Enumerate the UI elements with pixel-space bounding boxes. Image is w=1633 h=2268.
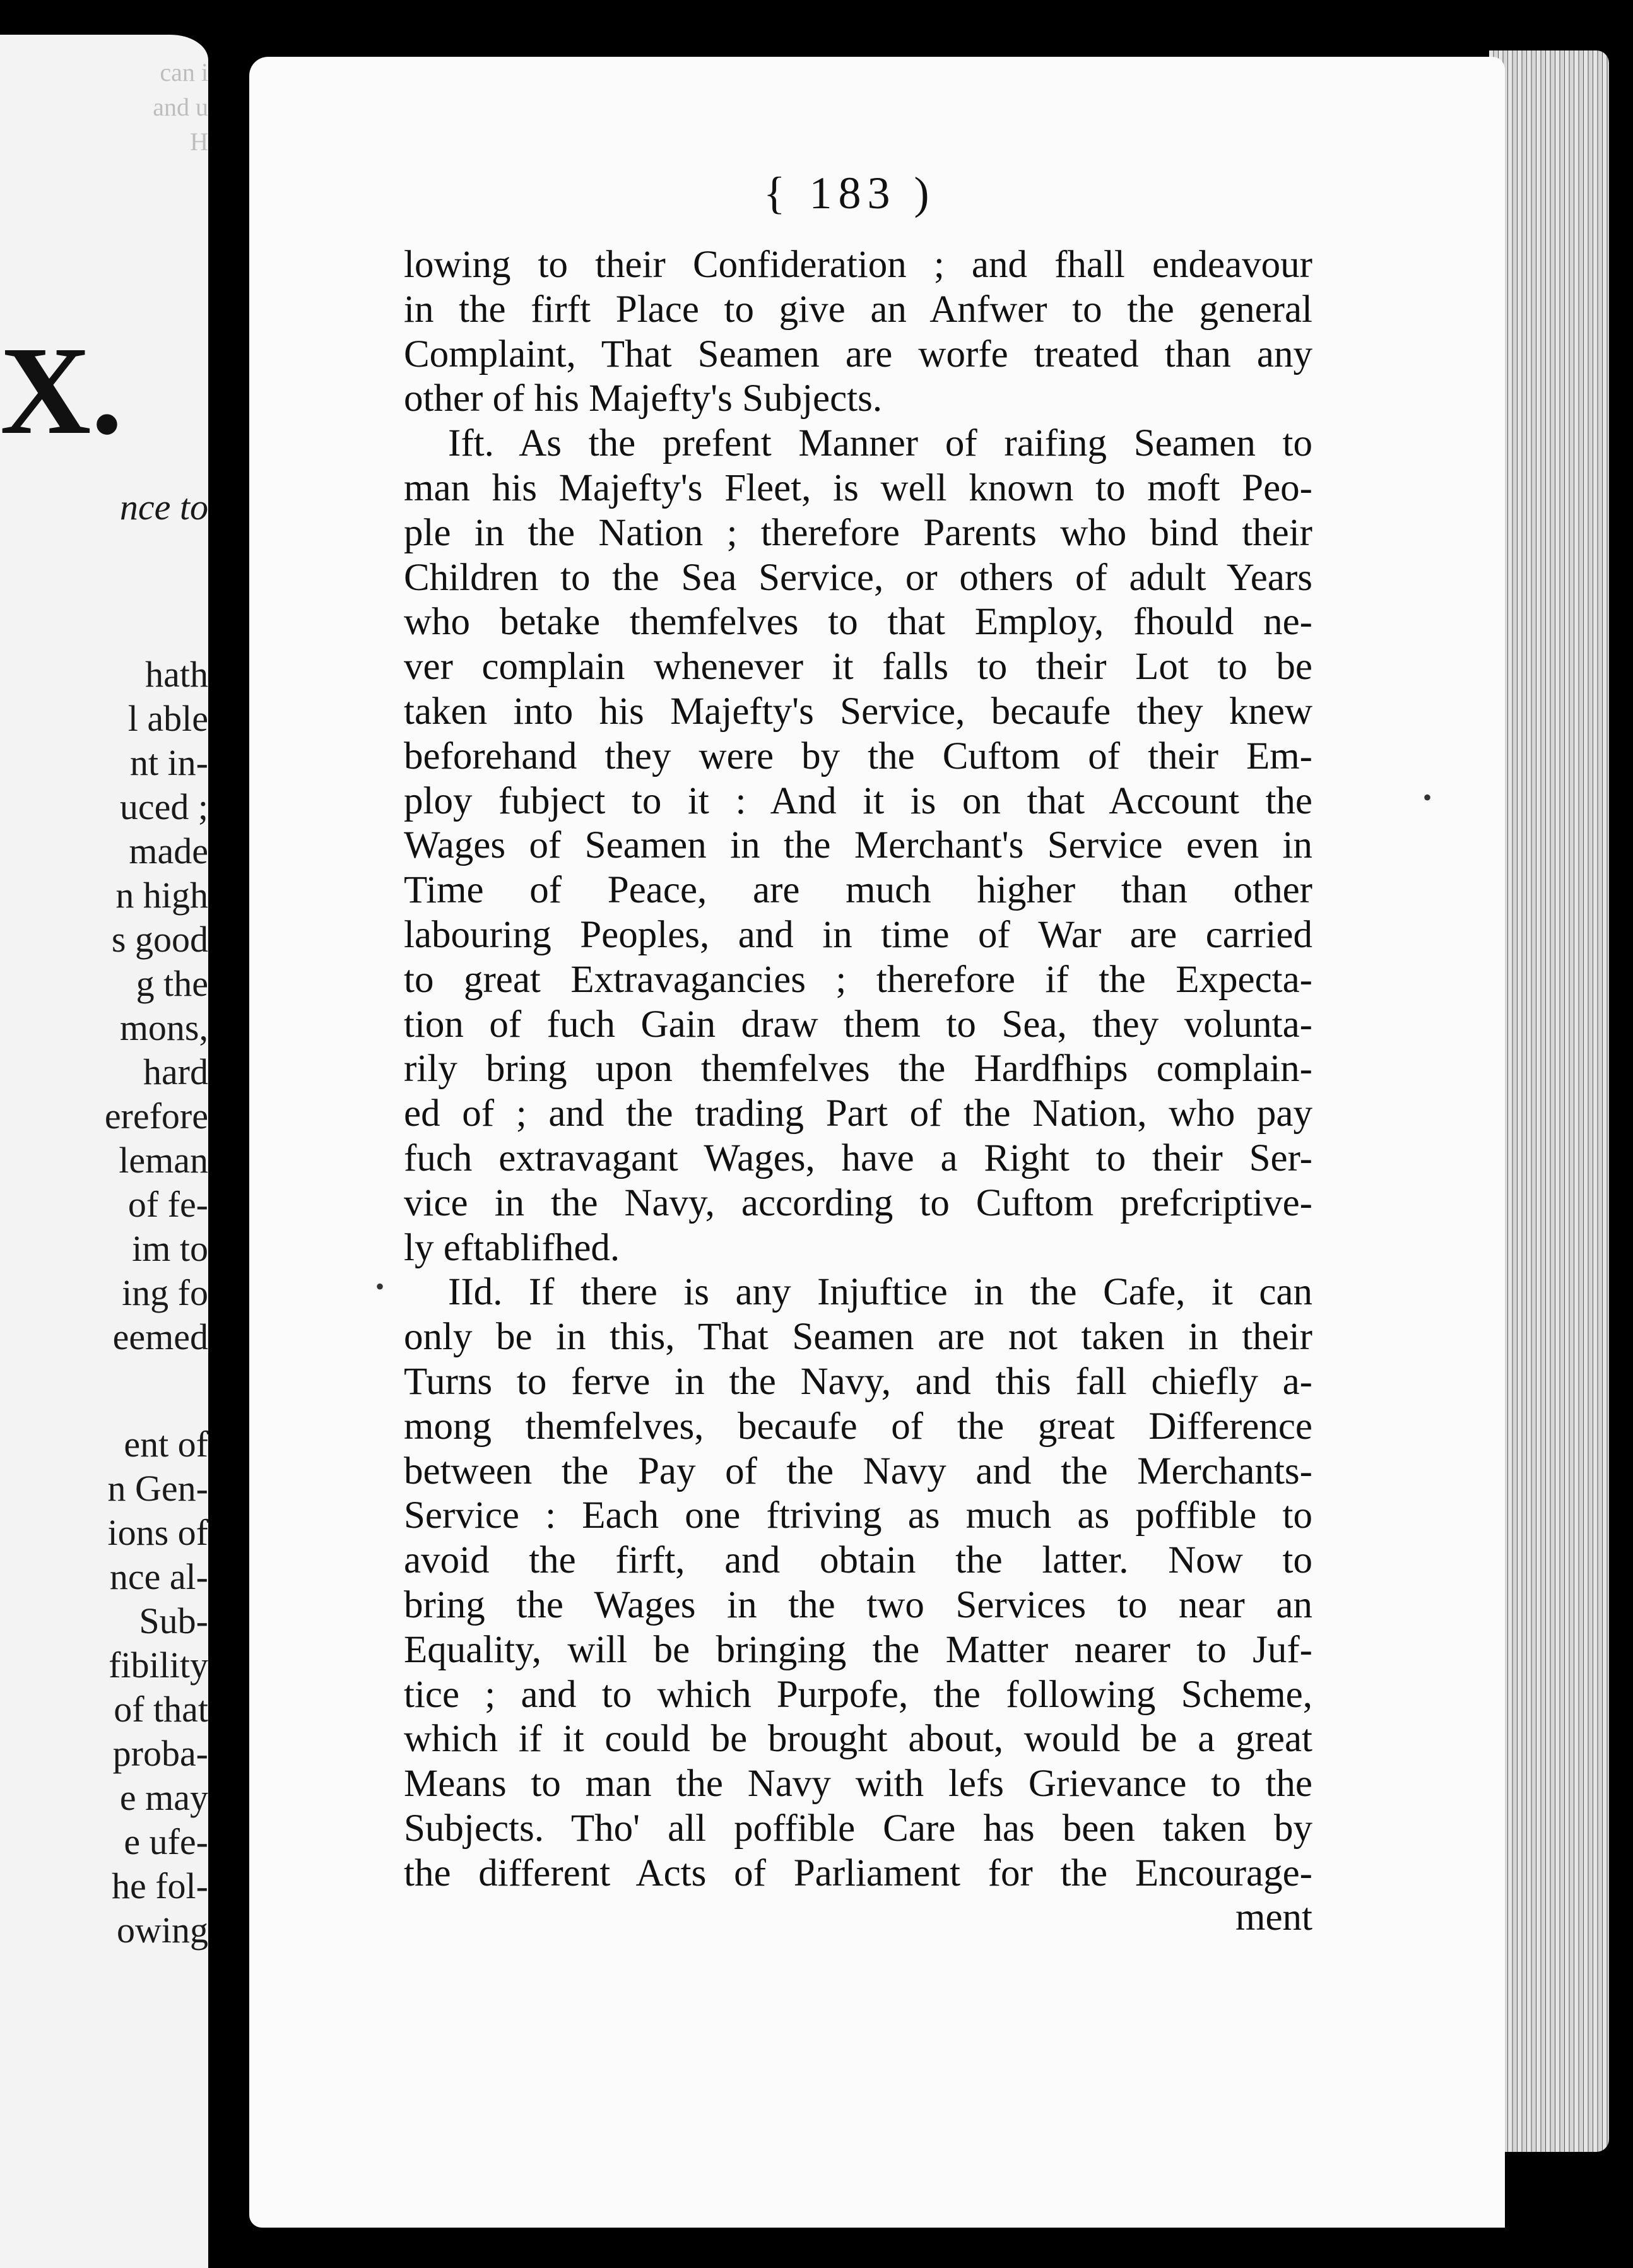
left-ghost-text: can i bbox=[160, 58, 208, 86]
text-line: ploy fubject to it : And it is on that Account the bbox=[404, 779, 1312, 822]
text-line: Wages of Seamen in the Merchant's Service even in bbox=[404, 824, 1312, 867]
text-line: rily bring upon themfelves the Hardfhips complain- bbox=[404, 1048, 1312, 1090]
text-line: tion of fuch Gain draw them to Sea, they volunta- bbox=[404, 1003, 1312, 1046]
left-fragment: hath bbox=[145, 654, 208, 695]
left-fragment: leman bbox=[119, 1140, 208, 1181]
catchword: ment bbox=[1235, 1896, 1312, 1939]
text-line: lowing to their Confideration ; and fhall endeavour bbox=[404, 244, 1312, 286]
left-fragment: n Gen- bbox=[107, 1468, 208, 1509]
text-line: Children to the Sea Service, or others of adult Years bbox=[404, 556, 1312, 599]
text-line: ple in the Nation ; therefore Parents who bind their bbox=[404, 511, 1312, 554]
text-line: tice ; and to which Purpofe, the following Scheme, bbox=[404, 1673, 1312, 1716]
left-fragment: he fol- bbox=[112, 1865, 208, 1906]
left-fragment: eemed bbox=[112, 1316, 208, 1357]
text-line: who betake themfelves to that Employ, fhould ne- bbox=[404, 601, 1312, 644]
ink-speck: • bbox=[1423, 783, 1432, 812]
left-fragment: ing fo bbox=[122, 1272, 208, 1313]
left-ghost-text: H bbox=[190, 127, 208, 156]
page-number: { 183 ) bbox=[763, 168, 936, 218]
left-fragment: nce to bbox=[119, 487, 208, 528]
text-line: ver complain whenever it falls to their Lot to be bbox=[404, 646, 1312, 688]
text-line: ed of ; and the trading Part of the Nation, who pay bbox=[404, 1092, 1312, 1135]
left-fragment: hard bbox=[143, 1051, 208, 1092]
text-line: Equality, will be bringing the Matter nearer to Juf- bbox=[404, 1628, 1312, 1671]
left-fragment: erefore bbox=[104, 1096, 208, 1137]
text-line: the different Acts of Parliament for the Encourage- bbox=[404, 1852, 1312, 1894]
text-line: labouring Peoples, and in time of War are carried bbox=[404, 913, 1312, 956]
left-page bbox=[0, 35, 208, 2268]
text-line: vice in the Navy, according to Cuftom prefcriptive- bbox=[404, 1181, 1312, 1224]
text-line: Turns to ferve in the Navy, and this fall chiefly a- bbox=[404, 1360, 1312, 1403]
text-line: taken into his Majefty's Service, becaufe they knew bbox=[404, 690, 1312, 733]
left-fragment: uced ; bbox=[119, 786, 208, 827]
page-edges bbox=[1489, 50, 1609, 2152]
left-fragment: ions of bbox=[107, 1512, 208, 1553]
left-fragment: made bbox=[129, 830, 208, 871]
left-fragment: nt in- bbox=[129, 742, 208, 783]
left-fragment: g the bbox=[136, 963, 208, 1004]
paragraph-first-line: IId. If there is any Injuftice in the Cafe, it can bbox=[448, 1271, 1312, 1314]
text-line: ly eftablifhed. bbox=[404, 1226, 620, 1269]
chapter-letter: X. bbox=[0, 321, 123, 461]
left-fragment: s good bbox=[111, 919, 208, 960]
text-line: avoid the firft, and obtain the latter. Now to bbox=[404, 1539, 1312, 1582]
left-fragment: e ufe- bbox=[124, 1821, 208, 1862]
ink-speck: • bbox=[375, 1272, 385, 1301]
text-line: to great Extravagancies ; therefore if the Expecta- bbox=[404, 958, 1312, 1001]
text-line: Means to man the Navy with lefs Grievance to the bbox=[404, 1763, 1312, 1805]
text-line: in the firft Place to give an Anfwer to the general bbox=[404, 288, 1312, 331]
left-fragment: fibility bbox=[109, 1645, 208, 1686]
left-fragment: of fe- bbox=[127, 1184, 208, 1225]
text-line: Complaint, That Seamen are worfe treated than any bbox=[404, 333, 1312, 375]
left-fragment: owing bbox=[117, 1910, 208, 1951]
left-fragment: ent of bbox=[124, 1424, 208, 1465]
left-fragment: l able bbox=[127, 698, 208, 739]
text-line: bring the Wages in the two Services to near an bbox=[404, 1583, 1312, 1626]
text-line: man his Majefty's Fleet, is well known to moft Peo- bbox=[404, 466, 1312, 509]
text-line: Service : Each one ftriving as much as poffible to bbox=[404, 1494, 1312, 1537]
left-ghost-text: and u bbox=[153, 93, 208, 121]
left-fragment: Sub- bbox=[139, 1600, 208, 1641]
left-fragment: nce al- bbox=[109, 1556, 208, 1597]
left-fragment: proba- bbox=[112, 1733, 208, 1774]
text-line: Time of Peace, are much higher than other bbox=[404, 869, 1312, 912]
body-text bbox=[404, 243, 1312, 1940]
left-fragment: of that bbox=[114, 1689, 208, 1730]
text-line: Subjects. Tho' all poffible Care has been taken by bbox=[404, 1807, 1312, 1850]
left-fragment: n high bbox=[115, 875, 208, 916]
text-line: only be in this, That Seamen are not taken in their bbox=[404, 1316, 1312, 1359]
text-line: fuch extravagant Wages, have a Right to their Ser- bbox=[404, 1137, 1312, 1179]
left-fragment: e may bbox=[119, 1777, 208, 1818]
left-fragment: im to bbox=[132, 1228, 208, 1269]
text-line: other of his Majefty's Subjects. bbox=[404, 377, 883, 420]
text-line: mong themfelves, becaufe of the great Difference bbox=[404, 1405, 1312, 1448]
text-line: beforehand they were by the Cuftom of their Em- bbox=[404, 735, 1312, 777]
text-line: between the Pay of the Navy and the Merchants- bbox=[404, 1450, 1312, 1492]
paragraph-first-line: Ift. As the prefent Manner of raifing Seamen to bbox=[448, 422, 1312, 465]
text-line: which if it could be brought about, would be a great bbox=[404, 1718, 1312, 1761]
left-fragment: mons, bbox=[119, 1007, 208, 1048]
